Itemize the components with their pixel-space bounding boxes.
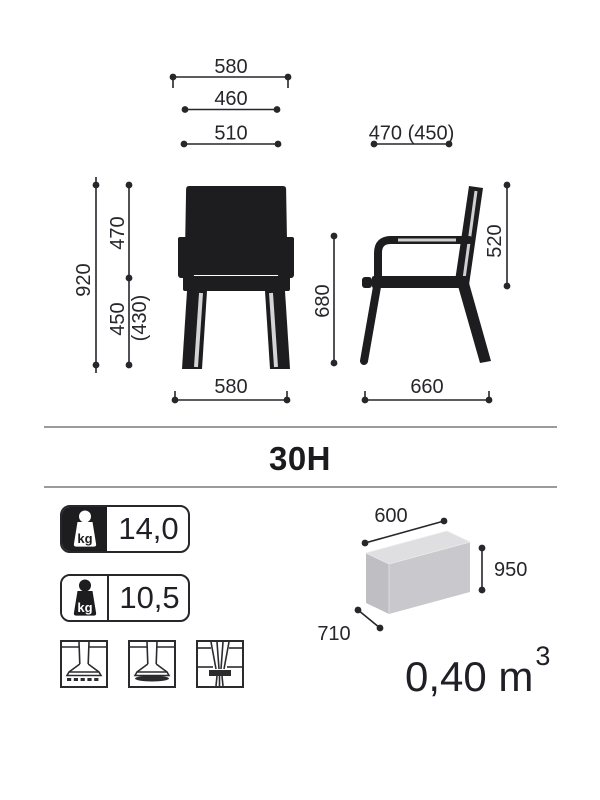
side-back-leg (456, 279, 491, 363)
side-seat-nub (362, 277, 372, 288)
kg-unit-label: kg (76, 600, 93, 615)
plastic-glide-icon (128, 640, 176, 688)
dim-front-seat-height-alt-label: (430) (129, 294, 151, 342)
package-length-label: 600 (374, 505, 408, 527)
chair-front-view (178, 186, 294, 369)
volume-exponent: 3 (535, 641, 551, 671)
chair-side-view (362, 186, 491, 363)
row-linking-icon (196, 640, 244, 688)
weight-value-gross: 14,0 (118, 511, 179, 546)
dim-side-frame-height-label: 680 (312, 284, 334, 318)
volume-value: 0,40 m (405, 653, 534, 700)
dim-side-back-height-label: 520 (484, 224, 506, 258)
weight-icon-panel (62, 576, 109, 620)
kg-unit-label: kg (76, 531, 93, 546)
dim-front-seat-width-label: 510 (214, 122, 248, 145)
front-leg-left (182, 291, 207, 369)
kg-weight-icon (70, 579, 100, 617)
front-backrest (185, 186, 288, 275)
weight-badge-net (60, 574, 190, 622)
weight-icon-panel (62, 507, 107, 551)
package-depth-label: 710 (317, 623, 351, 645)
front-seat (183, 276, 290, 291)
weight-value-net: 10,5 (119, 580, 180, 615)
dim-front-total-height-label: 920 (73, 263, 95, 297)
side-seat (372, 276, 468, 288)
package-volume (405, 641, 551, 701)
separator-top (44, 426, 557, 428)
separator-bottom (44, 486, 557, 488)
dim-front-inner-width-label: 460 (214, 88, 248, 110)
dim-front-seat-height-label: 450 (107, 302, 129, 336)
model-code: 30H (268, 440, 332, 477)
front-leg-right (265, 291, 290, 369)
felt-glide-icon (60, 640, 108, 688)
package-box-drawing (315, 505, 545, 645)
dim-front-backrest-height-label: 470 (107, 216, 129, 250)
dim-front-top-width-label: 580 (214, 56, 248, 78)
dim-side-seat-depth-label: 470 (450) (368, 122, 455, 145)
package-height-label: 950 (494, 559, 528, 581)
dim-front-base-width-label: 580 (214, 376, 248, 398)
kg-weight-icon (70, 510, 100, 548)
side-armrest-front-leg (364, 240, 469, 361)
weight-badge-gross (60, 505, 190, 553)
dim-side-base-depth-label: 660 (410, 376, 444, 398)
